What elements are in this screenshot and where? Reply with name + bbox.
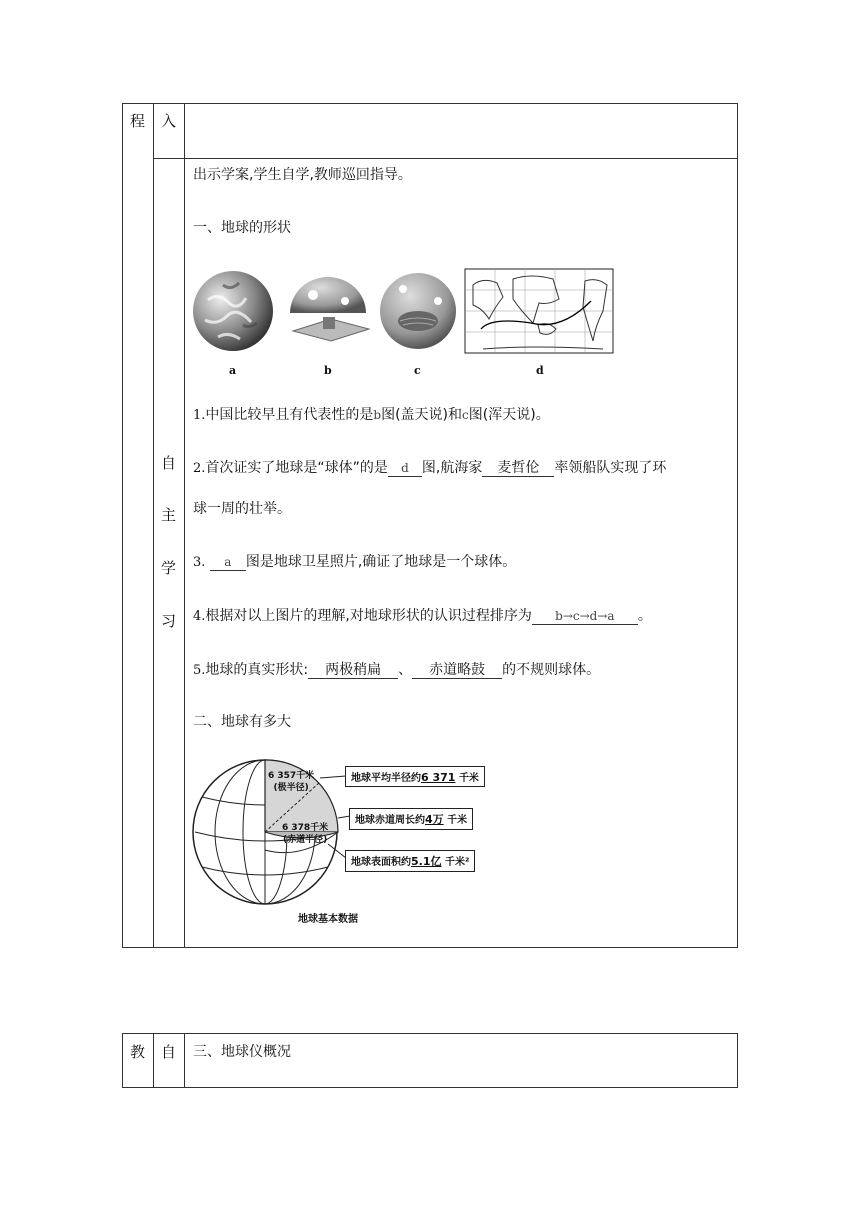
question-2-line2: 球一周的壮举。: [193, 501, 291, 517]
callout-mean-radius: 地球平均半径约6 371 千米: [345, 766, 485, 787]
question-3: 3. a 图是地球卫星照片,确证了地球是一个球体。: [193, 554, 517, 570]
callout-equator-circumference: 地球赤道周长约4万 千米: [349, 808, 473, 830]
answer-blank: 麦哲伦: [482, 460, 554, 477]
col-divider-2: [184, 1034, 185, 1087]
section-char: 习: [161, 612, 177, 630]
section-char: 学: [161, 559, 177, 577]
equator-radius-label: 6 378千米 (赤道半径): [282, 823, 329, 845]
cell-char-cheng: 程: [130, 112, 146, 130]
cell-char-zi: 自: [161, 1043, 177, 1061]
gaitian-model-image: [290, 277, 369, 341]
section-char: 自: [161, 454, 177, 472]
row-divider: [153, 158, 737, 159]
world-map-route-image: [465, 269, 613, 353]
polar-radius-label: 6 357千米 (极半径): [268, 771, 315, 793]
fig-label-b: b: [324, 364, 332, 377]
answer-blank: a: [210, 554, 246, 571]
answer-blank: 赤道略鼓: [412, 662, 502, 679]
globe-caption: 地球基本数据: [298, 914, 358, 925]
heading-size: 二、地球有多大: [193, 714, 291, 730]
col-divider-2: [184, 104, 185, 947]
huntian-model-image: [380, 273, 456, 349]
intro-text: 出示学案,学生自学,教师巡回指导。: [193, 167, 412, 183]
fig-label-c: c: [414, 364, 421, 377]
answer-blank: d: [388, 460, 422, 477]
answer-blank: b→c→d→a: [532, 608, 638, 625]
section-char: 主: [161, 506, 177, 524]
heading-shape: 一、地球的形状: [193, 220, 291, 236]
fig-label-d: d: [536, 364, 544, 377]
answer-blank: 两极稍扁: [308, 662, 398, 679]
heading-globe-model: 三、地球仪概况: [193, 1044, 291, 1060]
col-divider-1: [153, 104, 154, 947]
col-divider-1: [153, 1034, 154, 1087]
question-5: 5.地球的真实形状: 两极稍扁 、 赤道略鼓 的不规则球体。: [193, 662, 601, 678]
earth-shape-figure: [193, 265, 618, 357]
question-2: 2.首次证实了地球是“球体”的是 d 图,航海家 麦哲伦 率领船队实现了环: [193, 460, 667, 476]
cell-char-jiao: 教: [130, 1043, 146, 1061]
cell-char-ru: 入: [161, 112, 177, 130]
question-1: 1.中国比较早且有代表性的是b图(盖天说)和c图(浑天说)。: [193, 407, 550, 423]
callout-leaders: [300, 770, 350, 870]
callout-surface-area: 地球表面积约5.1亿 千米²: [345, 850, 475, 872]
fig-label-a: a: [229, 364, 237, 377]
question-4: 4.根据对以上图片的理解,对地球形状的认识过程排序为 b→c→d→a 。: [193, 608, 652, 624]
satellite-earth-image: [193, 271, 273, 351]
